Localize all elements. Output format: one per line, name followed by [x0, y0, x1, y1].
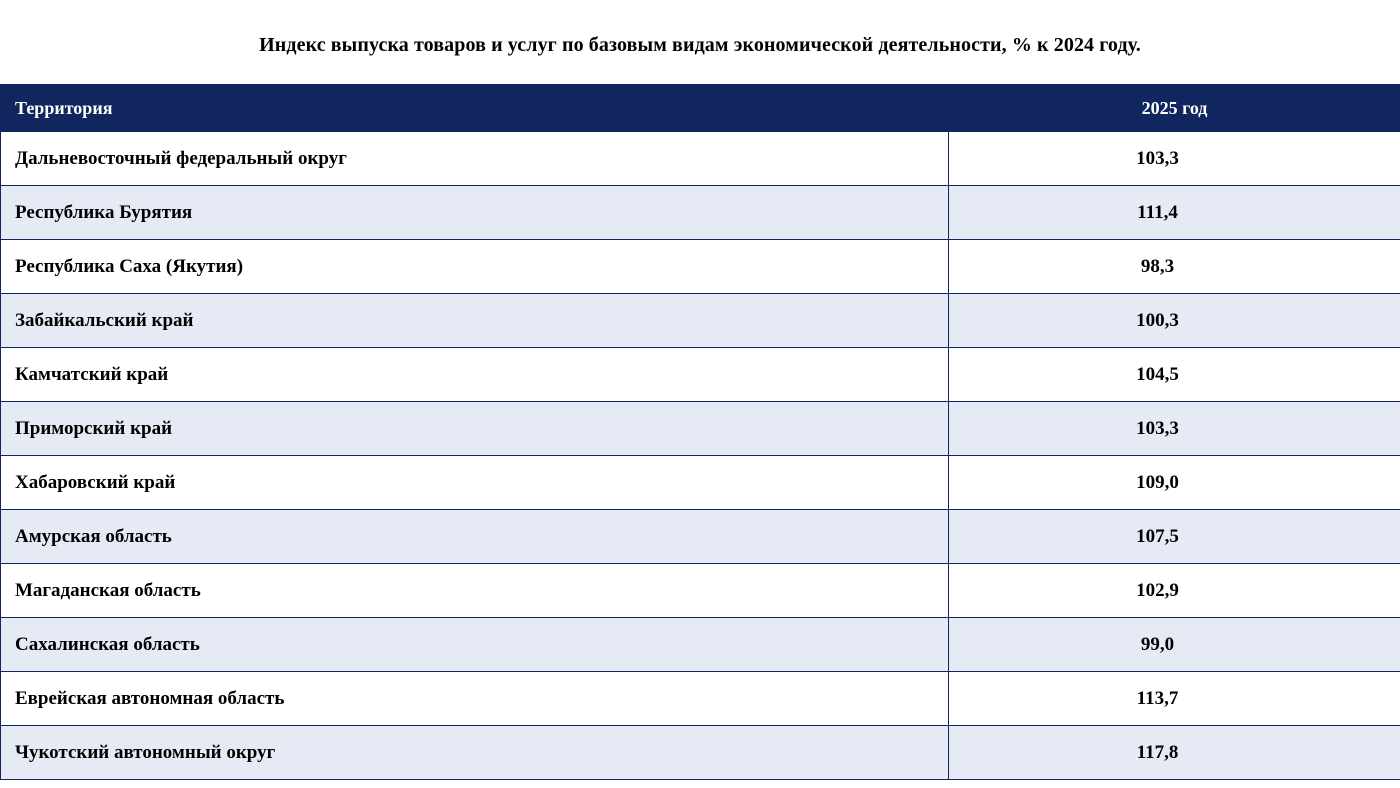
cell-year-2025: 102,9: [949, 564, 1400, 618]
column-header-year-2025: 2025 год: [949, 85, 1400, 132]
cell-year-2025: 111,4: [949, 186, 1400, 240]
cell-territory: Приморский край: [1, 402, 949, 456]
page-title: Индекс выпуска товаров и услуг по базовым видам экономической деятельности, % к 2024 году.: [259, 34, 1141, 56]
column-header-territory: Территория: [1, 85, 949, 132]
cell-year-2025: 104,5: [949, 348, 1400, 402]
table-row: [1, 564, 1400, 618]
table-row: [1, 186, 1400, 240]
table-body: [1, 132, 1400, 780]
table-row: [1, 240, 1400, 294]
table-row: [1, 618, 1400, 672]
statistics-table: [0, 84, 1400, 780]
cell-territory: Республика Саха (Якутия): [1, 240, 949, 294]
cell-year-2025: 98,3: [949, 240, 1400, 294]
cell-year-2025: 113,7: [949, 672, 1400, 726]
table-row: [1, 402, 1400, 456]
cell-territory: Чукотский автономный округ: [1, 726, 949, 780]
table-header: [1, 85, 1400, 132]
cell-year-2025: 103,3: [949, 402, 1400, 456]
cell-year-2025: 100,3: [949, 294, 1400, 348]
cell-territory: Еврейская автономная область: [1, 672, 949, 726]
cell-year-2025: 107,5: [949, 510, 1400, 564]
table-row: [1, 294, 1400, 348]
cell-year-2025: 109,0: [949, 456, 1400, 510]
table-row: [1, 672, 1400, 726]
cell-territory: Амурская область: [1, 510, 949, 564]
cell-territory: Забайкальский край: [1, 294, 949, 348]
table-header-row: [1, 85, 1400, 132]
table-row: [1, 132, 1400, 186]
cell-territory: Республика Бурятия: [1, 186, 949, 240]
table-row: [1, 510, 1400, 564]
cell-territory: Дальневосточный федеральный округ: [1, 132, 949, 186]
cell-territory: Камчатский край: [1, 348, 949, 402]
table-row: [1, 456, 1400, 510]
cell-year-2025: 117,8: [949, 726, 1400, 780]
cell-year-2025: 99,0: [949, 618, 1400, 672]
cell-territory: Магаданская область: [1, 564, 949, 618]
statistics-table-container: [0, 84, 1400, 780]
cell-territory: Хабаровский край: [1, 456, 949, 510]
cell-territory: Сахалинская область: [1, 618, 949, 672]
cell-year-2025: 103,3: [949, 132, 1400, 186]
table-row: [1, 726, 1400, 780]
table-row: [1, 348, 1400, 402]
